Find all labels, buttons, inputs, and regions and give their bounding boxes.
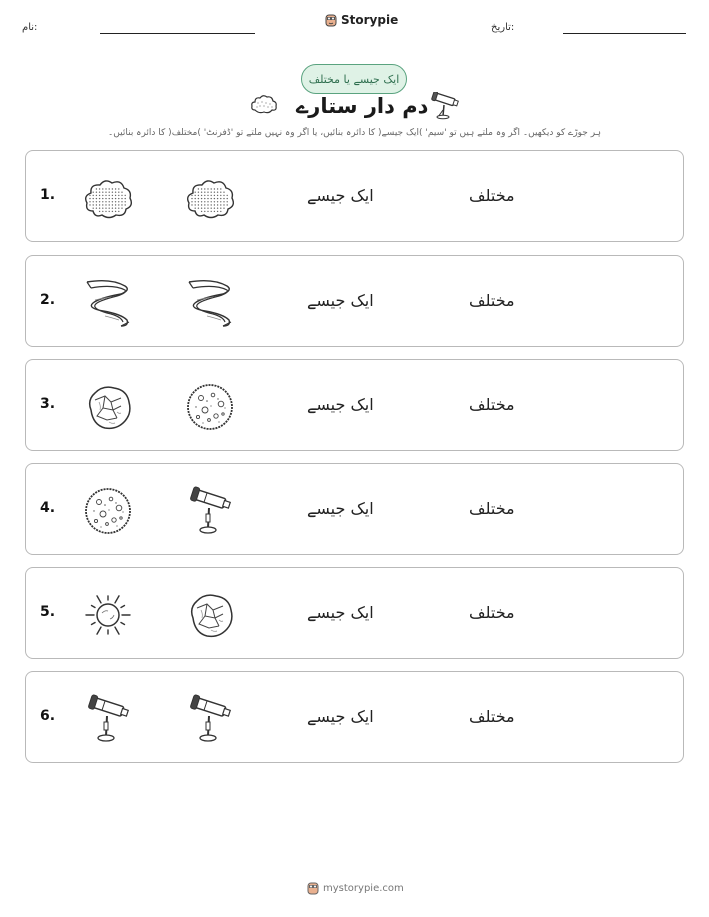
footer bbox=[307, 880, 404, 896]
footer-url[interactable]: mystorypie.com bbox=[323, 882, 404, 894]
same-option[interactable]: ایک جیسے bbox=[307, 707, 374, 726]
different-option[interactable]: مختلف bbox=[469, 395, 515, 414]
different-option[interactable]: مختلف bbox=[469, 603, 515, 622]
question-row bbox=[25, 150, 684, 242]
question-row bbox=[25, 463, 684, 555]
telescope-icon bbox=[429, 92, 461, 124]
different-option[interactable]: مختلف bbox=[469, 499, 515, 518]
telescope-icon bbox=[81, 692, 135, 746]
telescope-icon bbox=[183, 692, 237, 746]
date-label: تاریخ: bbox=[491, 22, 515, 33]
question-number: 4. bbox=[40, 500, 56, 516]
storypie-mascot-icon bbox=[325, 12, 337, 28]
topic-badge: ایک جیسے یا مختلف bbox=[301, 64, 407, 94]
brand-name: Storypie bbox=[341, 13, 399, 27]
worksheet-title: دم دار ستارے bbox=[296, 94, 429, 118]
sun-icon bbox=[81, 588, 135, 642]
name-line[interactable] bbox=[100, 33, 255, 34]
question-row bbox=[25, 359, 684, 451]
ribbon-icon bbox=[81, 276, 135, 330]
instructions-text: ہر جوڑے کو دیکھیں۔ اگر وہ ملتے ہیں تو 'سیم' )ایک جیسے( کا دائرہ بنائیں، یا اگر وہ نہیں ملتے تو 'ڈفرنٹ' )مختلف( کا دائرہ بنائیں۔ bbox=[108, 128, 601, 138]
rock-icon bbox=[81, 380, 135, 434]
question-number: 2. bbox=[40, 292, 56, 308]
name-label: نام: bbox=[22, 22, 38, 33]
same-option[interactable]: ایک جیسے bbox=[307, 499, 374, 518]
cloud-icon bbox=[250, 93, 278, 119]
question-number: 6. bbox=[40, 708, 56, 724]
question-number: 1. bbox=[40, 187, 56, 203]
same-option[interactable]: ایک جیسے bbox=[307, 395, 374, 414]
telescope-icon bbox=[183, 484, 237, 538]
same-option[interactable]: ایک جیسے bbox=[307, 291, 374, 310]
different-option[interactable]: مختلف bbox=[469, 186, 515, 205]
date-line[interactable] bbox=[563, 33, 686, 34]
moon-icon bbox=[183, 380, 237, 434]
brand-logo bbox=[325, 12, 398, 28]
moon-icon bbox=[81, 484, 135, 538]
question-row bbox=[25, 255, 684, 347]
question-number: 3. bbox=[40, 396, 56, 412]
cloud-icon bbox=[81, 171, 135, 225]
ribbon-icon bbox=[183, 276, 237, 330]
question-row bbox=[25, 671, 684, 763]
rock-icon bbox=[183, 588, 237, 642]
question-row bbox=[25, 567, 684, 659]
cloud-icon bbox=[183, 171, 237, 225]
question-number: 5. bbox=[40, 604, 56, 620]
different-option[interactable]: مختلف bbox=[469, 707, 515, 726]
storypie-mascot-icon bbox=[307, 880, 319, 896]
same-option[interactable]: ایک جیسے bbox=[307, 603, 374, 622]
same-option[interactable]: ایک جیسے bbox=[307, 186, 374, 205]
different-option[interactable]: مختلف bbox=[469, 291, 515, 310]
